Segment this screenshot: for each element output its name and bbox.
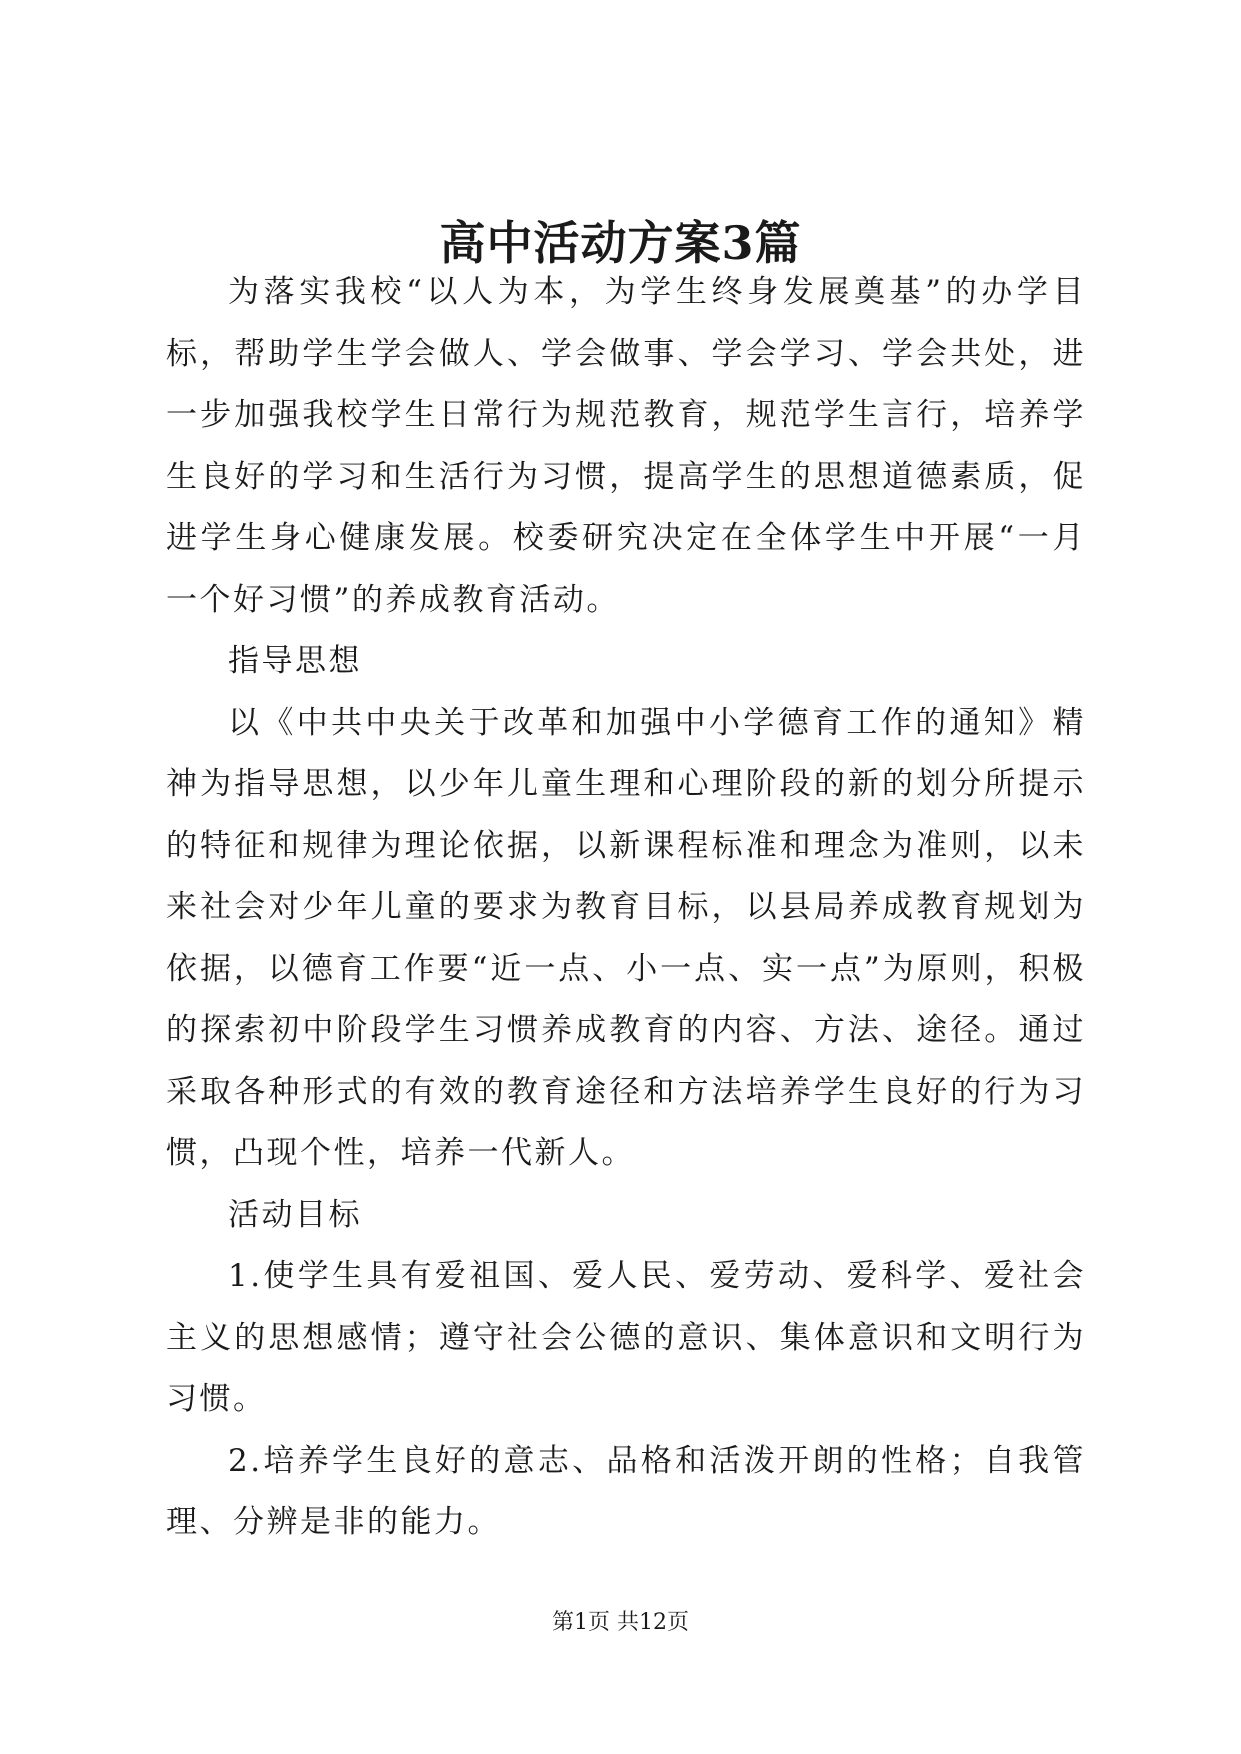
page-number: 第1页 共12页	[552, 1610, 689, 1635]
heading-guiding-thought: 指导思想	[228, 643, 362, 679]
document-body	[166, 262, 1086, 1554]
heading-activity-goals: 活动目标	[228, 1196, 362, 1233]
paragraph-goal-2: 2.培养学生良好的意志、品格和活泼开朗的性格；自我管理、分辨是非的能力。	[166, 1442, 1086, 1540]
paragraph-goal-1: 1.使学生具有爱祖国、爱人民、爱劳动、爱科学、爱社会主义的思想感情；遵守社会公德的意识、集体意识和文明行为习惯。	[166, 1258, 1086, 1417]
paragraph-intro: 为落实我校“以人为本，为学生终身发展奠基”的办学目标，帮助学生学会做人、学会做事、学会学习、学会共处，进一步加强我校学生日常行为规范教育，规范学生言行，培养学生良好的学习和生活行为习惯，提高学生的思想道德素质，促进学生身心健康发展。校委研究决定在全体学生中开展“一月一个好习惯”的养成教育活动。	[166, 274, 1086, 618]
paragraph-guiding-thought: 以《中共中央关于改革和加强中小学德育工作的通知》精神为指导思想，以少年儿童生理和心理阶段的新的划分所提示的特征和规律为理论依据，以新课程标准和理念为准则，以未来社会对少年儿童的要求为教育目标，以县局养成教育规划为依据，以德育工作要“近一点、小一点、实一点”为原则，积极的探索初中阶段学生习惯养成教育的内容、方法、途径。通过采取各种形式的有效的教育途径和方法培养学生良好的行为习惯，凸现个性，培养一代新人。	[166, 704, 1086, 1171]
document-title: 高中活动方案3篇	[439, 216, 802, 270]
